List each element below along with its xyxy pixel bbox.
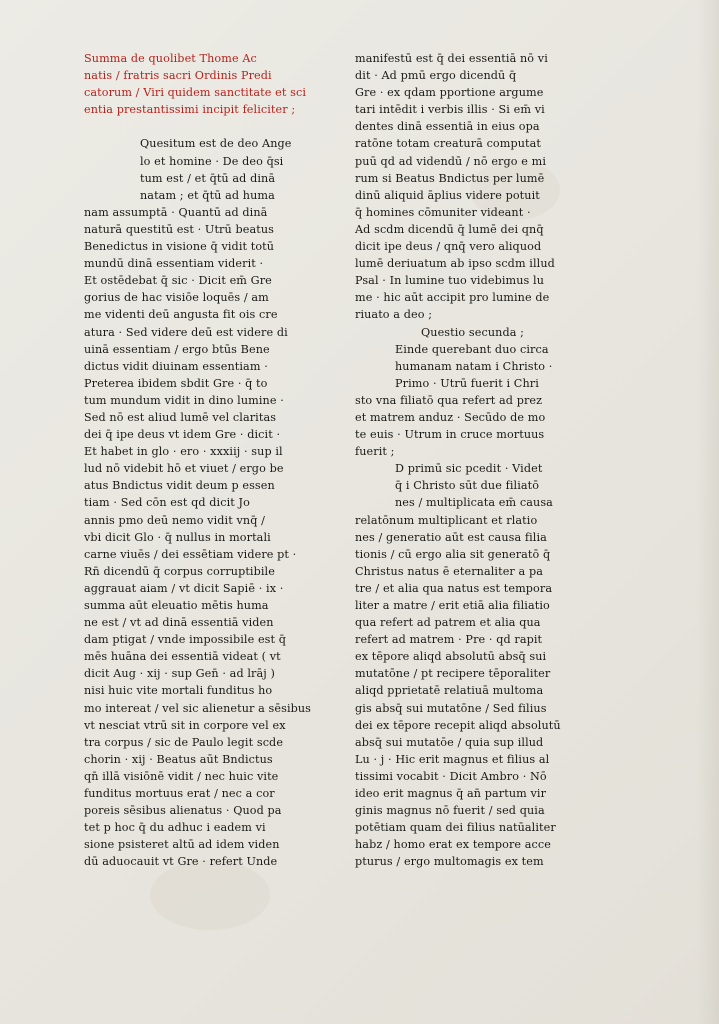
- text-line: annis pmo deū nemo vidit vnq̄ /: [84, 513, 265, 527]
- text-line: Psal · In lumine tuo videbimus lu: [355, 274, 545, 288]
- text-line: qn̄ illā visiōnē vidit / nec huic vite: [84, 769, 279, 783]
- text-line: Ad scdm dicendū q̄ lumē dei qnq̄: [355, 222, 544, 236]
- text-line: atura · Sed videre deū est videre di: [84, 325, 288, 339]
- text-line: tum mundum vidit in dino lumine ·: [84, 393, 284, 407]
- text-line: ne est / vt ad dinā essentiā viden: [84, 616, 274, 630]
- text-line: absq̄ sui mutatōe / quia sup illud: [355, 735, 544, 749]
- text-line: tra corpus / sic de Paulo legit scde: [84, 735, 284, 749]
- rubric-line: entia prestantissimi incipit feliciter ;: [84, 103, 296, 117]
- text-line: tre / et alia qua natus est tempora: [355, 581, 553, 595]
- text-line: dam ptigat / vnde impossibile est q̄: [84, 633, 287, 647]
- text-line: sione psisteret altū ad idem viden: [84, 838, 280, 852]
- text-line: me videnti deū angusta fit ois cre: [84, 308, 278, 322]
- text-line: Benedictus in visione q̄ vidit totū: [84, 240, 275, 254]
- text-line: vbi dicit Glo · q̄ nullus in mortali: [84, 530, 271, 544]
- rubric-line: natis / fratris sacri Ordinis Predi: [84, 69, 272, 83]
- text-line: nes / multiplicata em̄ causa: [395, 496, 553, 510]
- text-line: q̄ i Christo sūt due filiatō: [395, 479, 540, 493]
- text-line: tari intēdit i verbis illis · Si em̄ vi: [355, 103, 545, 117]
- text-line: dū aduocauit vt Gre · refert Unde: [84, 855, 278, 869]
- text-line: qua refert ad patrem et alia qua: [355, 616, 541, 630]
- text-line: mo intereat / vel sic alienetur a sēsibus: [84, 701, 312, 715]
- left-column: [84, 50, 312, 871]
- text-line: puū qd ad videndū / nō ergo e mi: [355, 154, 547, 168]
- text-line: aggrauat aiam / vt dicit Sapiē · ix ·: [84, 581, 284, 595]
- text-line: funditus mortuus erat / nec a cor: [84, 787, 275, 801]
- text-line: refert ad matrem · Pre · qd rapit: [355, 633, 543, 647]
- text-line: dentes dinā essentiā in eius opa: [355, 120, 540, 134]
- text-line: Rn̄ dicendū q̄ corpus corruptibile: [84, 564, 275, 578]
- text-line: Et ostēdebat q̄ sic · Dicit em̄ Gre: [84, 274, 272, 288]
- text-line: dicit ipe deus / qnq̄ vero aliquod: [355, 240, 542, 254]
- right-column: [355, 50, 580, 871]
- text-line: relatōnum multiplicant et rlatio: [355, 513, 538, 527]
- text-line: tet p hoc q̄ du adhuc i eadem vi: [84, 821, 266, 835]
- text-line: atus Bndictus vidit deum p essen: [84, 479, 275, 493]
- text-line: uinā essentiam / ergo btūs Bene: [84, 342, 270, 356]
- text-line: humanam natam i Christo ·: [395, 359, 553, 373]
- text-line: Primo · Utrū fuerit i Chri: [395, 376, 539, 390]
- text-line: Gre · ex qdam pportione argume: [355, 86, 544, 100]
- text-line: ginis magnus nō fuerit / sed quia: [355, 804, 545, 818]
- text-line: dei q̄ ipe deus vt idem Gre · dicit ·: [84, 428, 281, 442]
- text-line: poreis sēsibus alienatus · Quod pa: [84, 804, 282, 818]
- text-line: nes / generatio aūt est causa filia: [355, 530, 547, 544]
- text-line: me · hic aūt accipit pro lumine de: [355, 291, 550, 305]
- text-line: nisi huic vite mortali funditus ho: [84, 684, 273, 698]
- text-line: potētiam quam dei filius natūaliter: [355, 821, 556, 835]
- text-line: liter a matre / erit etiā alia filiatio: [355, 599, 550, 612]
- text-line: natam ; et q̄tū ad huma: [140, 188, 275, 202]
- text-line: lo et homine · De deo q̄si: [140, 154, 284, 168]
- text-line: D primū sic pcedit · Videt: [395, 462, 543, 476]
- text-line: mutatōne / pt recipere tēporaliter: [355, 667, 551, 681]
- text-line: tum est / et q̄tū ad dinā: [140, 171, 276, 185]
- text-line: tissimi vocabit · Dicit Ambro · Nō: [355, 769, 547, 783]
- text-line: gorius de hac visiōe loquēs / am: [84, 291, 269, 305]
- rubric-line: Summa de quolibet Thome Ac: [84, 52, 257, 65]
- text-line: te euis · Utrum in cruce mortuus: [355, 428, 545, 442]
- page-edge-shadow: [697, 0, 719, 1024]
- text-line: rum si Beatus Bndictus per lumē: [355, 171, 545, 185]
- text-line: habz / homo erat ex tempore acce: [355, 838, 551, 852]
- text-line: tiam · Sed cōn est qd dicit Jo: [84, 496, 250, 510]
- text-line: et matrem anduz · Secūdo de mo: [355, 410, 546, 424]
- text-line: dicit Aug · xij · sup Gen̄ · ad lrāj ): [84, 667, 275, 681]
- text-line: Et habet in glo · ero · xxxiij · sup il: [84, 445, 283, 459]
- text-line: naturā questitū est · Utrū beatus: [84, 222, 274, 236]
- text-line: ideo erit magnus q̄ an̄ partum vir: [355, 787, 547, 801]
- text-line: Lu · j · Hic erit magnus et filius al: [355, 752, 550, 766]
- paper-stain: [150, 860, 270, 930]
- blank-line: [84, 118, 302, 135]
- text-line: aliqd pprietatē relatiuā multoma: [355, 684, 544, 698]
- text-line: ratōne totam creaturā computat: [355, 137, 542, 151]
- text-line: dei ex tēpore recepit aliqd absolutū: [355, 718, 561, 732]
- text-line: Sed nō est aliud lumē vel claritas: [84, 410, 277, 424]
- text-line: q̄ homines cōmuniter videant ·: [355, 205, 531, 219]
- text-line: Quesitum est de deo Ange: [140, 137, 292, 151]
- text-line: riuato a deo ;: [355, 308, 433, 322]
- text-line: summa aūt eleuatio mētis huma: [84, 599, 269, 612]
- rubric-line: catorum / Viri quidem sanctitate et sci: [84, 86, 306, 100]
- text-line: dictus vidit diuinam essentiam ·: [84, 359, 268, 373]
- text-line: carne viuēs / dei essētiam videre pt ·: [84, 547, 297, 561]
- text-line: vt nesciat vtrū sit in corpore vel ex: [84, 718, 286, 732]
- text-line: mundū dinā essentiam viderit ·: [84, 257, 264, 271]
- text-line: lumē deriuatum ab ipso scdm illud: [355, 257, 555, 271]
- text-line: manifestū est q̄ dei essentiā nō vi: [355, 52, 548, 65]
- text-line: nam assumptā · Quantū ad dinā: [84, 205, 268, 219]
- text-line: lud nō videbit hō et viuet / ergo be: [84, 462, 284, 476]
- text-line: tionis / cū ergo alia sit generatō q̄: [355, 547, 551, 561]
- text-line: Christus natus ē eternaliter a pa: [355, 564, 543, 578]
- text-line: gis absq̄ sui mutatōne / Sed filius: [355, 701, 547, 715]
- text-line: sto vna filiatō qua refert ad prez: [355, 393, 543, 407]
- text-line: Einde querebant duo circa: [395, 342, 549, 356]
- text-line: pturus / ergo multomagis ex tem: [355, 855, 544, 869]
- text-line: chorin · xij · Beatus aūt Bndictus: [84, 752, 273, 766]
- text-line: dinū aliquid āplius videre potuit: [355, 188, 540, 202]
- text-line: ex tēpore aliqd absolutū absq̄ sui: [355, 650, 547, 664]
- text-line: fuerit ;: [355, 445, 395, 459]
- text-line: Preterea ibidem sbdit Gre · q̄ to: [84, 376, 268, 390]
- section-heading: Questio secunda ;: [421, 325, 524, 339]
- text-line: mēs huāna dei essentiā videat ( vt: [84, 650, 281, 664]
- text-line: dit · Ad pmū ergo dicendū q̄: [355, 69, 517, 83]
